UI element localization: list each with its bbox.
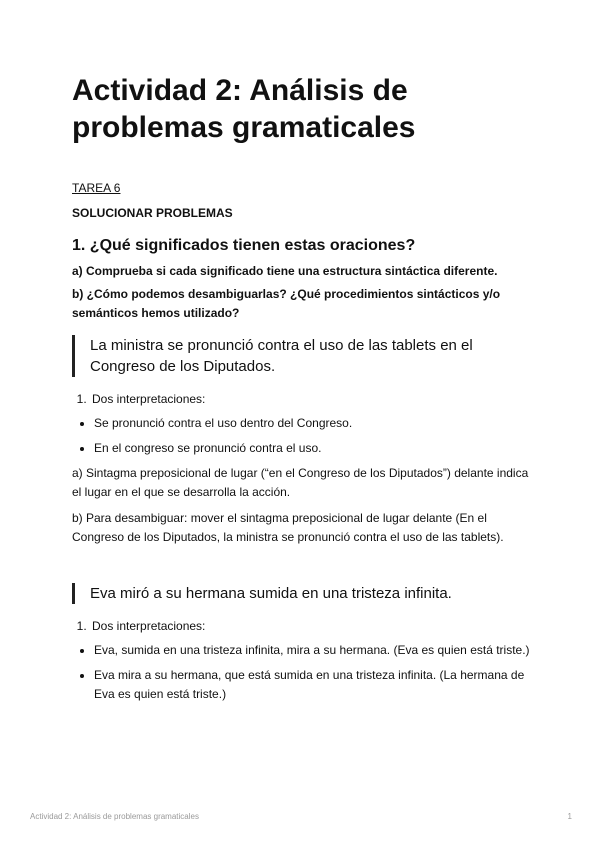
task-label: TAREA 6 (72, 181, 121, 195)
example2-bullet: • Eva, sumida en una tristeza infinita, mira a su hermana. (Eva es quien está triste.) (94, 641, 532, 660)
subquestion-a: a) Comprueba si cada significado tiene una estructura sintáctica diferente. (72, 264, 498, 278)
footer-title: Actividad 2: Análisis de problemas gramaticales (30, 812, 199, 821)
document-page (72, 72, 532, 710)
example1-list-title: 1. Dos interpretaciones: (90, 391, 532, 408)
example2-list (72, 618, 532, 635)
example1-para-a: a) Sintagma preposicional de lugar (“en el Congreso de los Diputados”) delante indica el lugar en el que se desarrolla la acción. (72, 466, 529, 499)
example1-bullet: • En el congreso se pronunció contra el uso. (94, 439, 532, 458)
example2-list-title: 1. Dos interpretaciones: (90, 618, 532, 635)
example1-bullet: • Se pronunció contra el uso dentro del Congreso. (94, 414, 532, 433)
subquestion-b: b) ¿Cómo podemos desambiguarlas? ¿Qué procedimientos sintácticos y/o semánticos hemos utilizado? (72, 287, 501, 320)
example1-quote: La ministra se pronunció contra el uso de las tablets en el Congreso de los Diputados. (72, 335, 532, 377)
example1-list (72, 391, 532, 408)
footer-page-number: 1 (567, 812, 572, 821)
page-title: Actividad 2: Análisis de problemas gramaticales (72, 74, 416, 144)
example1-para-b: b) Para desambiguar: mover el sintagma preposicional de lugar delante (En el Congreso de los Diputados, la ministra se pronunció contra el uso de las tablets). (72, 511, 504, 544)
question-heading: 1. ¿Qué significados tienen estas oraciones? (72, 237, 416, 254)
example2-quote: Eva miró a su hermana sumida en una tristeza infinita. (72, 583, 532, 604)
example1-bullets (72, 414, 532, 458)
section-title: SOLUCIONAR PROBLEMAS (72, 206, 233, 220)
example2-bullet: • Eva mira a su hermana, que está sumida en una tristeza infinita. (La hermana de Eva es quien está triste.) (94, 666, 532, 704)
example2-bullets (72, 641, 532, 704)
